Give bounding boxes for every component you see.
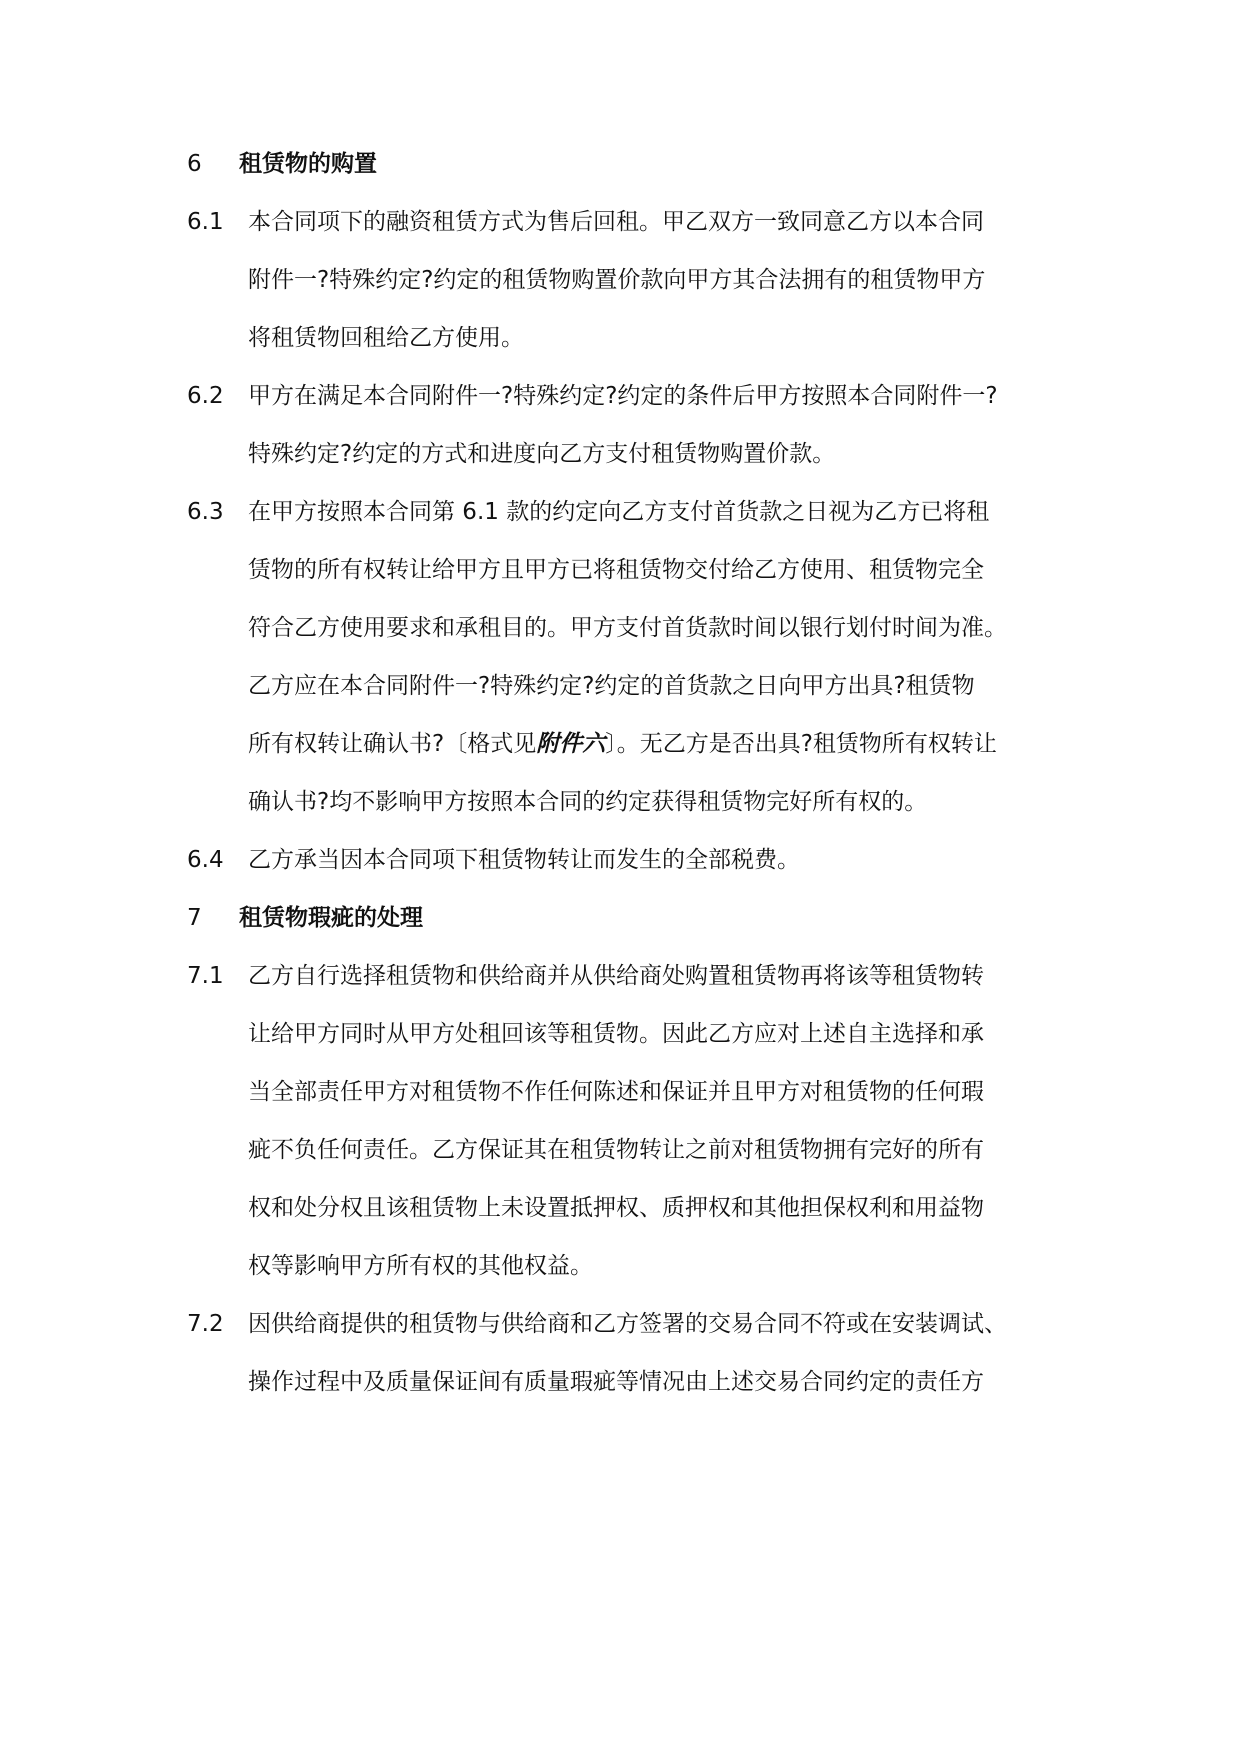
clause-line: 疵不负任何责任。乙方保证其在租赁物转让之前对租赁物拥有完好的所有 [248,1137,984,1163]
clause-number: 7.1 [187,963,224,989]
clause-line: 附件一?特殊约定?约定的租赁物购置价款向甲方其合法拥有的租赁物甲方 [248,267,986,293]
clause-line: 让给甲方同时从甲方处租回该等租赁物。因此乙方应对上述自主选择和承 [248,1021,984,1047]
clause-line: 甲方在满足本合同附件一?特殊约定?约定的条件后甲方按照本合同附件一? [248,383,998,409]
clause-line: 权等影响甲方所有权的其他权益。 [248,1253,593,1279]
section-number: 6 [187,151,202,177]
clause-line: 确认书?均不影响甲方按照本合同的约定获得租赁物完好所有权的。 [248,789,928,815]
attachment-reference: 附件六 [536,731,606,757]
clause-line: 乙方自行选择租赁物和供给商并从供给商处购置租赁物再将该等租赁物转 [248,963,984,989]
clause-line: 特殊约定?约定的方式和进度向乙方支付租赁物购置价款。 [248,441,836,467]
clause-text: 所有权转让确认书?〔格式见 [248,731,537,757]
clause-line: 因供给商提供的租赁物与供给商和乙方签署的交易合同不符或在安装调试、 [248,1311,1007,1337]
clause-line: 乙方承当因本合同项下租赁物转让而发生的全部税费。 [248,847,800,873]
clause-line: 符合乙方使用要求和承租目的。甲方支付首货款时间以银行划付时间为准。 [248,615,1007,641]
clause-line: 权和处分权且该租赁物上未设置抵押权、质押权和其他担保权利和用益物 [248,1195,984,1221]
section-number: 7 [187,905,202,931]
clause-line: 赁物的所有权转让给甲方且甲方已将租赁物交付给乙方使用、租赁物完全 [248,557,984,583]
clause-line: 操作过程中及质量保证间有质量瑕疵等情况由上述交易合同约定的责任方 [248,1369,984,1395]
clause-number: 6.1 [187,209,224,235]
clause-line: 本合同项下的融资租赁方式为售后回租。甲乙双方一致同意乙方以本合同 [248,209,984,235]
clause-line: 在甲方按照本合同第 6.1 款的约定向乙方支付首货款之日视为乙方已将租 [248,499,990,525]
clause-number: 6.2 [187,383,224,409]
clause-text: 〕。无乙方是否出具?租赁物所有权转让 [605,731,997,757]
clause-number: 6.3 [187,499,224,525]
section-title: 租赁物的购置 [239,151,377,177]
clause-line: 将租赁物回租给乙方使用。 [248,325,524,351]
section-title: 租赁物瑕疵的处理 [239,905,423,931]
clause-line [248,728,997,760]
clause-number: 6.4 [187,847,224,873]
clause-number: 7.2 [187,1311,224,1337]
clause-line: 乙方应在本合同附件一?特殊约定?约定的首货款之日向甲方出具?租赁物 [248,673,975,699]
clause-line: 当全部责任甲方对租赁物不作任何陈述和保证并且甲方对租赁物的任何瑕 [248,1079,984,1105]
